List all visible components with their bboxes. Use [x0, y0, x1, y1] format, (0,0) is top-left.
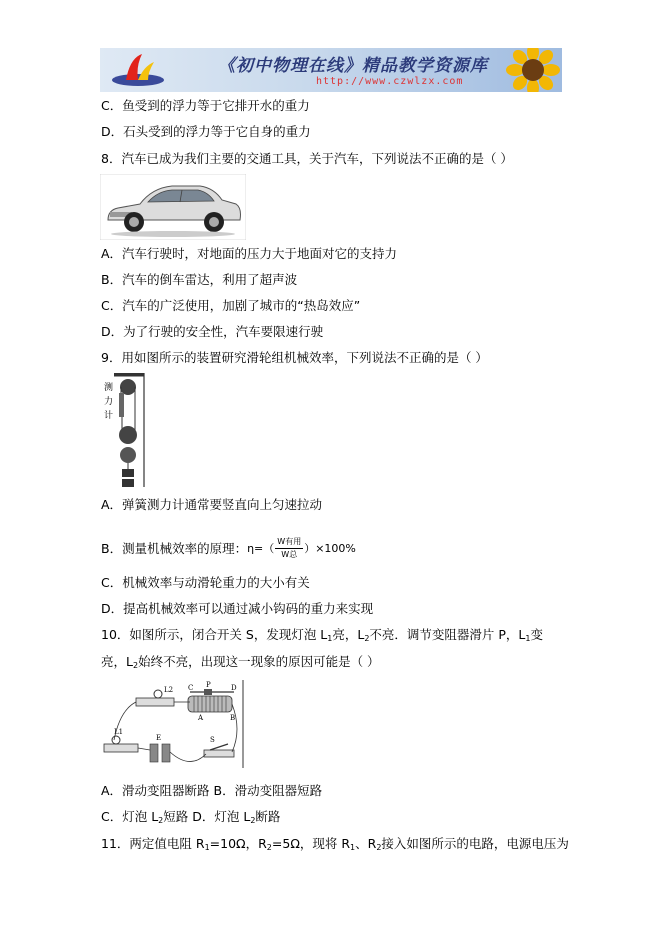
q10-stem-line2 [101, 654, 380, 674]
banner-title: 《初中物理在线》精品教学资源库 [218, 56, 488, 76]
circuit-label-d: D [231, 684, 237, 692]
q10-stem1-text-a: 10．如图所示，闭合开关 S，发现灯泡 L [101, 627, 328, 642]
q10-stem1-text-d: 变 [530, 627, 544, 642]
q9-fraction [275, 536, 303, 561]
pulley-figure [102, 373, 148, 489]
q9-eta: η=（ [247, 541, 275, 555]
q11-sub-d: 2 [376, 843, 382, 852]
q10-options-cd [101, 809, 280, 829]
circuit-label-c: C [188, 684, 194, 692]
q9-option-b-prefix: B．测量机械效率的原理： [101, 540, 248, 556]
q11-sub-a: 1 [204, 843, 210, 852]
q10-stem1-sub-c: 1 [525, 634, 531, 643]
circuit-label-s: S [210, 736, 215, 744]
q10-cd-sub-b: 2 [250, 816, 256, 825]
q10-cd-text-c: 断路 [255, 809, 281, 824]
circuit-label-l2: L2 [164, 686, 174, 694]
q10-stem1-text-c: 不亮．调节变阻器滑片 P，L [369, 627, 526, 642]
q9-option-c: C．机械效率与动滑轮重力的大小有关 [101, 575, 310, 590]
header-banner [100, 48, 562, 92]
q10-stem1-text-b: 亮，L [332, 627, 365, 642]
q7-option-d: D．石头受到的浮力等于它自身的重力 [101, 124, 311, 139]
pulley-label-1: 测 [104, 383, 114, 393]
pulley-label-2: 力 [104, 397, 114, 407]
q10-stem2-text-a: 亮，L [101, 654, 133, 669]
q10-options-ab [101, 783, 322, 799]
q10-stem2-sub-a: 2 [132, 661, 139, 670]
q11-text-c: =5Ω，现将 R [271, 836, 351, 851]
circuit-label-p: P [206, 681, 211, 689]
q9-option-b-suffix: ）×100% [304, 541, 356, 555]
circuit-label-b: B [230, 714, 236, 722]
q10-stem2-text-b: 始终不亮，出现这一现象的原因可能是（ ） [138, 654, 380, 669]
circuit-label-a: A [198, 714, 204, 722]
sunflower-icon [504, 48, 562, 92]
banner-url: http://www.czwlzx.com [316, 76, 464, 87]
q10-stem1-sub-a: 1 [327, 634, 333, 643]
q8-stem: 8．汽车已成为我们主要的交通工具，关于汽车，下列说法不正确的是（ ） [101, 151, 513, 166]
q10-cd-sub-a: 2 [158, 816, 164, 825]
q9-fraction-numerator: W有用 [277, 537, 302, 546]
q10-cd-text-a: C．灯泡 L [101, 809, 159, 824]
q9-option-b [101, 536, 356, 561]
q11-text-e: 接入如图所示的电路，电源电压为 [381, 836, 569, 851]
q9-option-a: A．弹簧测力计通常要竖直向上匀速拉动 [101, 497, 323, 512]
circuit-label-l1: L1 [114, 728, 124, 736]
q10-cd-text-b: 短路 D．灯泡 L [163, 809, 251, 824]
logo-icon [108, 50, 168, 90]
circuit-label-e: E [156, 734, 162, 742]
q8-option-a: A．汽车行驶时，对地面的压力大于地面对它的支持力 [101, 246, 398, 261]
q11-sub-b: 2 [266, 843, 272, 852]
circuit-figure [100, 680, 248, 772]
q11-text-a: 11．两定值电阻 R [101, 836, 205, 851]
q8-option-d: D．为了行驶的安全性，汽车要限速行驶 [101, 324, 324, 339]
q11-sub-c: 1 [350, 843, 356, 852]
q11-stem [101, 836, 569, 856]
q9-fraction-denominator: W总 [281, 550, 298, 559]
q11-text-d: 、R [355, 836, 377, 851]
q9-option-d: D．提高机械效率可以通过减小钩码的重力来实现 [101, 601, 374, 616]
q10-stem-line1 [101, 627, 543, 647]
car-image [100, 174, 246, 240]
q9-stem: 9．用如图所示的装置研究滑轮组机械效率，下列说法不正确的是（ ） [101, 350, 488, 365]
q10-options-ab-text: A．滑动变阻器断路 B．滑动变阻器短路 [101, 783, 323, 798]
q11-text-b: =10Ω，R [209, 836, 267, 851]
q10-stem1-sub-b: 2 [364, 634, 370, 643]
q8-option-b: B．汽车的倒车雷达，利用了超声波 [101, 272, 298, 287]
pulley-label-3: 计 [104, 411, 114, 421]
q8-option-c: C．汽车的广泛使用，加剧了城市的“热岛效应” [101, 298, 361, 313]
q7-option-c: C．鱼受到的浮力等于它排开水的重力 [101, 98, 310, 113]
